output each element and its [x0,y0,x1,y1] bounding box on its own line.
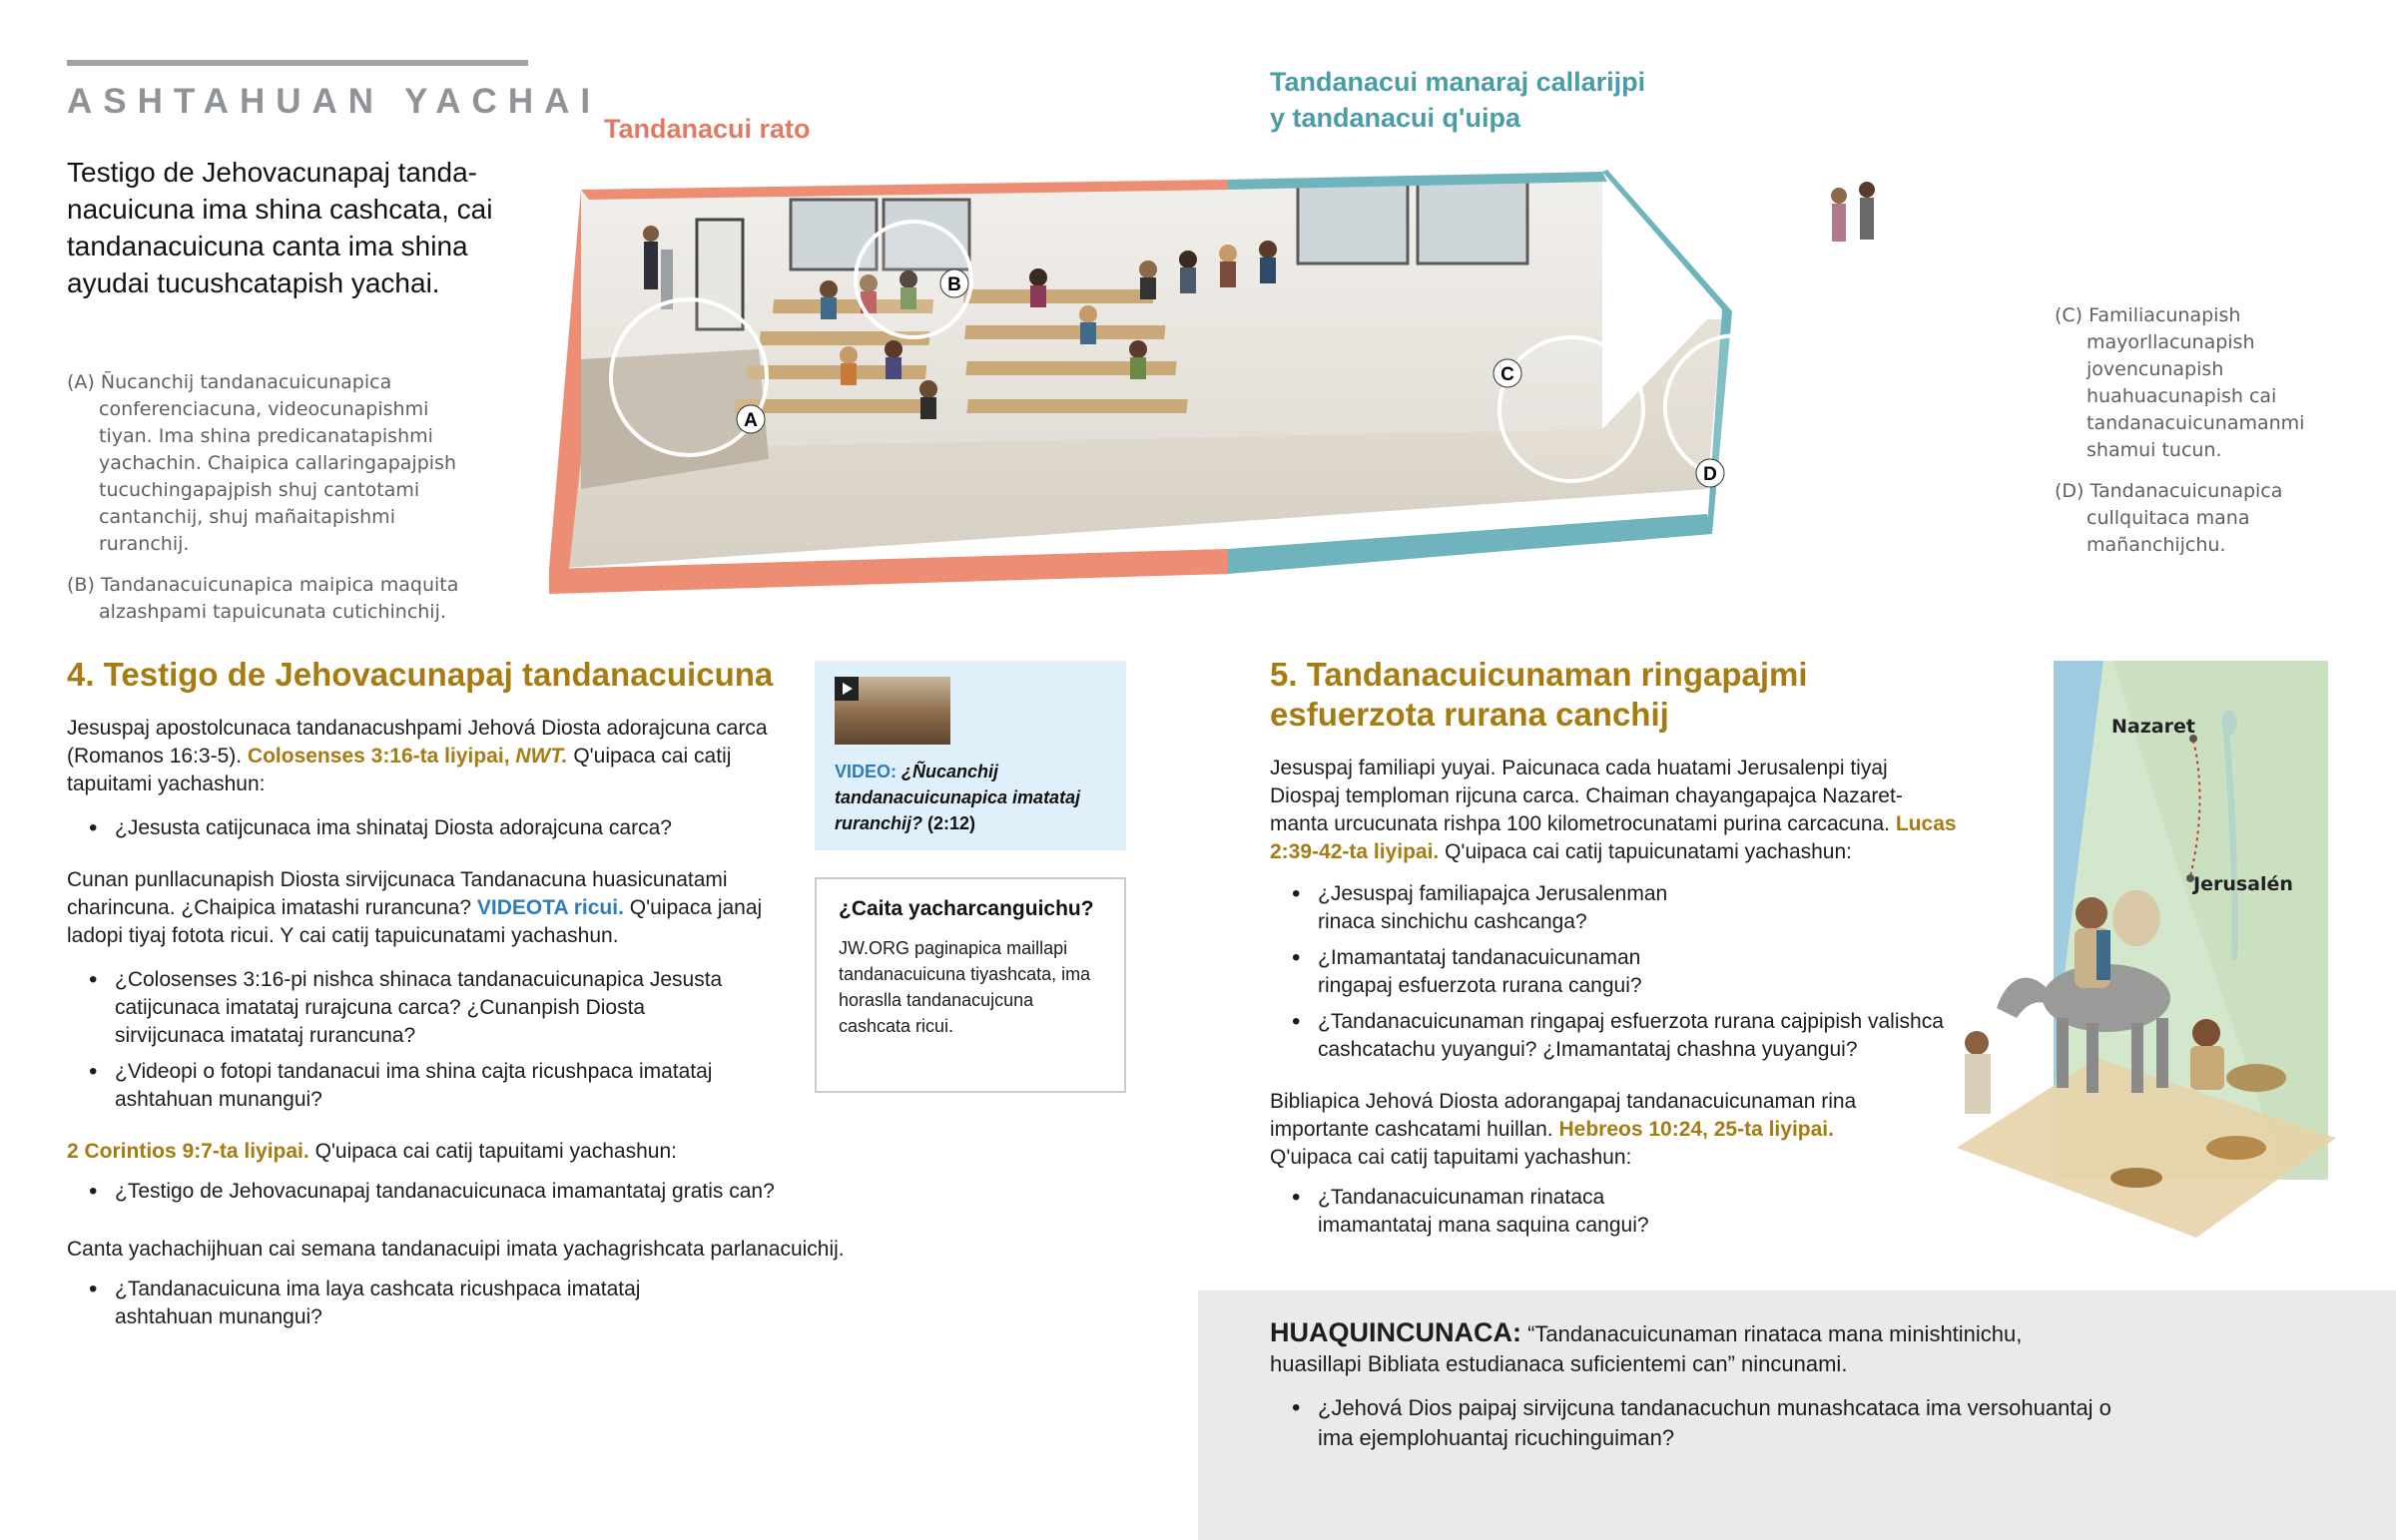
did-you-know-title: ¿Caita yacharcanguichu? [839,897,1094,920]
marker-b: B [947,274,961,295]
s4-paragraph-4: Canta yachachijhuan cai semana tandanacuipi imata yachagrishcata parlanacuichij. [67,1238,845,1261]
captions-left [67,369,486,626]
s5-paragraph-2: Bibliapica Jehová Diosta adorangapaj tandanacuicunaman rina importante cashcatami huillan. Hebreos 10:24, 25-ta liyipai. Q'uipaca cai catij tapuitami yachashun: [1270,1090,1857,1169]
s5-questions-2 [1270,1184,1969,1240]
did-you-know-text: JW.ORG paginapica maillapi tandanacuicuna tiyashcata, ima horaslla tandanacujcuna cashcata ricui. [839,938,1091,1036]
map-label-jerusalen: Jerusalén [2193,873,2293,895]
section4-body [67,715,845,1331]
s5-paragraph-1: Jesuspaj familiapi yuyai. Paicunaca cada huatami Jerusalenpi tiyaj Diospaj temploman rijcuna carca. Chaiman chayangapajca Nazaret- manta urcucunata rishpa 100 kilometrocunatami purina carcacuna. Lucas 2:39-42-ta liyipai. Q'uipaca cai catij tapuicunatami yachashun: [1270,757,1957,863]
intro-text: Testigo de Jehovacunapaj tanda- nacuicuna ima shina cashcata, cai tandanacuicuna canta ima shina ayudai tucushcatapish yachai. [67,157,493,298]
s4-questions-3 [67,1178,786,1206]
section4-title: 4. Testigo de Jehovacunapaj tandanacuicuna [67,656,774,693]
video-link[interactable]: VIDEOTA ricui. [476,896,624,919]
s4-paragraph-3: 2 Corintios 9:7-ta liyipai. Q'uipaca cai catij tapuitami yachashun: [67,1140,677,1163]
s4-scripture-ref-2[interactable]: 2 Corintios 9:7-ta liyipai. [67,1140,309,1163]
video-caption: VIDEO: ¿Ñucanchij tandanacuicunapica imatataj ruranchij? (2:12) [835,762,1081,833]
captions-right [2055,302,2334,559]
question: • ¿Videopi o fotopi tandanacui ima shina cajta ricushpaca imatataj ashtahuan munangui? [67,1058,786,1114]
s4-scripture-ref-1[interactable]: Colosenses 3:16-ta liyipai, NWT. [247,745,568,768]
marker-a: A [744,410,758,431]
s4-questions-4 [67,1276,786,1331]
s5-scripture-ref-1[interactable]: Lucas 2:39-42-ta liyipai. [1270,812,1957,863]
did-you-know-box [815,877,1126,1093]
question: • ¿Imamantataj tandanacuicunaman ringapaj esfuerzota rurana cangui? [1270,944,1959,1000]
s5-scripture-ref-2[interactable]: Hebreos 10:24, 25-ta liyipai. [1558,1118,1834,1141]
section5-body [1270,755,1969,1240]
kingdom-hall-illustration [529,160,1917,609]
s5-questions-1 [1270,880,1959,1064]
marker-d: D [1703,464,1717,485]
caption-b: (B) Tandanacuicunapica maipica maquita alzashpami tapuicunata cutichinchij. [67,574,459,623]
label-meeting-time: Tandanacui rato [604,114,811,144]
caption-a: (A) Ñucanchij tandanacuicunapica conferenciacuna, videocunapishmi tiyan. Ima shina predicanatapishmi yachachin. Chaipica callaringapajpish tucuchingapajpish shuj cantotami cantanchij, shuj mañaitapishmi ruranchij. [67,371,456,555]
question: • ¿Tandanacuicunaman rinataca imamantataj mana saquina cangui? [1270,1184,1969,1240]
page-kicker: ASHTAHUAN YACHAI [67,82,602,121]
summary-questions [1270,1393,2128,1453]
label-before-after: Tandanacui manaraj callarijpi y tandanacui q'uipa [1270,67,1646,133]
video-box[interactable] [815,661,1126,850]
header-rule [67,60,528,66]
people-outside [1831,182,1917,429]
question: • ¿Colosenses 3:16-pi nishca shinaca tandanacuicunapica Jesusta catijcunaca imatataj rurajcuna carca? ¿Cunanpish Diosta sirvijcunaca imatataj rurancuna? [67,966,786,1050]
summary-section [1270,1317,2111,1453]
s4-paragraph-1: Jesuspaj apostolcunaca tandanacushpami Jehová Diosta adorajcuna carca (Romanos 16:3-5). Colosenses 3:16-ta liyipai, NWT. Q'uipaca cai catij tapuitami yachashun: [67,717,768,795]
section5-title: 5. Tandanacuicunaman ringapajmi esfuerzota rurana canchij [1270,656,1808,733]
caption-d: (D) Tandanacuicunapica cullquitaca mana mañanchijchu. [2055,480,2283,556]
question: • ¿Jehová Dios paipaj sirvijcuna tandanacuchun munashcataca ima versohuantaj o ima ejemplohuantaj ricuchinguiman? [1270,1393,2128,1453]
summary-quote: HUAQUINCUNACA: “Tandanacuicunaman rinataca mana minishtinichu, huasillapi Bibliata estudianaca suficientemi can” nincunami. [1270,1317,2023,1376]
travel-scene-illustration [1937,818,2356,1238]
video-thumbnail[interactable] [835,677,950,745]
s4-questions-1 [67,814,786,842]
play-icon[interactable] [835,677,859,701]
question: • ¿Tandanacuicunaman ringapaj esfuerzota rurana cajpipish valishca cashcatachu yuyangui? ¿Imamantataj chashna yuyangui? [1270,1008,1959,1064]
summary-label: HUAQUINCUNACA: [1270,1317,1521,1347]
question: • ¿Jesuspaj familiapajca Jerusalenman rinaca sinchichu cashcanga? [1270,880,1959,936]
question: • ¿Tandanacuicuna ima laya cashcata ricushpaca imatataj ashtahuan munangui? [67,1276,786,1331]
marker-c: C [1500,364,1514,385]
map-label-nazaret: Nazaret [2111,716,2195,738]
question: • ¿Jesusta catijcunaca ima shinataj Diosta adorajcuna carca? [67,814,786,842]
caption-c: (C) Familiacunapish mayorllacunapish jovencunapish huahuacunapish cai tandanacuicunamanmi shamui tucun. [2055,304,2305,461]
s4-paragraph-2: Cunan punllacunapish Diosta sirvijcunaca Tandanacuna huasicunatami charincuna. ¿Chaipica imatashi rurancuna? VIDEOTA ricui. Q'uipaca janaj ladopi tiyaj fotota ricui. Y cai catij tapuicunatami yachashun. [67,868,763,947]
question: • ¿Testigo de Jehovacunapaj tandanacuicunaca imamantataj gratis can? [67,1178,786,1206]
s4-questions-2 [67,966,786,1114]
